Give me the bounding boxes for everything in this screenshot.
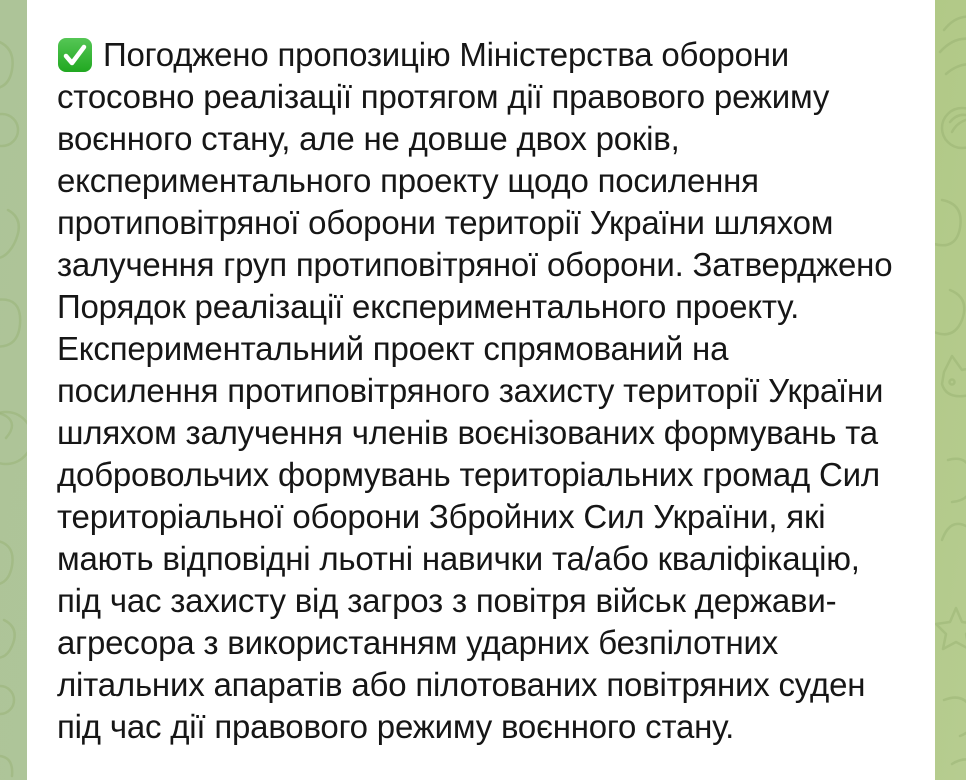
- message-line: [57, 34, 892, 76]
- message-line-text: Експериментальний проект спрямований на: [57, 330, 729, 367]
- message-line-text: шляхом залучення членів воєнізованих формувань та: [57, 414, 878, 451]
- message-line-text: воєнного стану, але не довше двох років,: [57, 120, 680, 157]
- message-line: [57, 496, 892, 538]
- message-line-text: залучення груп протиповітряної оборони. Затверджено: [57, 246, 893, 283]
- message-line-text: під час захисту від загроз з повітря військ держави-: [57, 582, 837, 619]
- message-line: [57, 622, 892, 664]
- message-text: [57, 34, 892, 748]
- message-line: [57, 706, 892, 748]
- message-line-text: Погоджено пропозицію Міністерства оборони: [103, 36, 789, 73]
- message-line: [57, 454, 892, 496]
- message-line-text: стосовно реалізації протягом дії правового режиму: [57, 78, 830, 115]
- message-line: [57, 538, 892, 580]
- message-line-text: посилення протиповітряного захисту території України: [57, 372, 884, 409]
- message-line-text: Порядок реалізації експериментального проекту.: [57, 288, 800, 325]
- message-line: [57, 370, 892, 412]
- message-line-text: протиповітряної оборони території України шляхом: [57, 204, 834, 241]
- message-line: [57, 76, 892, 118]
- message-line: [57, 286, 892, 328]
- message-line-text: територіальної оборони Збройних Сил України, які: [57, 498, 826, 535]
- message-line-text: агресора з використанням ударних безпілотних: [57, 624, 779, 661]
- message-line: [57, 412, 892, 454]
- check-mark-button-emoji: [57, 37, 93, 73]
- message-line: [57, 244, 892, 286]
- message-line-text: мають відповідні льотні навички та/або кваліфікацію,: [57, 540, 860, 577]
- message-line: [57, 202, 892, 244]
- message-line: [57, 118, 892, 160]
- message-line: [57, 580, 892, 622]
- message-bubble[interactable]: [27, 0, 935, 780]
- message-line-text: експериментального проекту щодо посилення: [57, 162, 759, 199]
- message-line-text: літальних апаратів або пілотованих повітряних суден: [57, 666, 866, 703]
- message-line: [57, 160, 892, 202]
- message-line-text: добровольчих формувань територіальних громад Сил: [57, 456, 880, 493]
- message-line: [57, 664, 892, 706]
- message-line-text: під час дії правового режиму воєнного стану.: [57, 708, 735, 745]
- message-line: [57, 328, 892, 370]
